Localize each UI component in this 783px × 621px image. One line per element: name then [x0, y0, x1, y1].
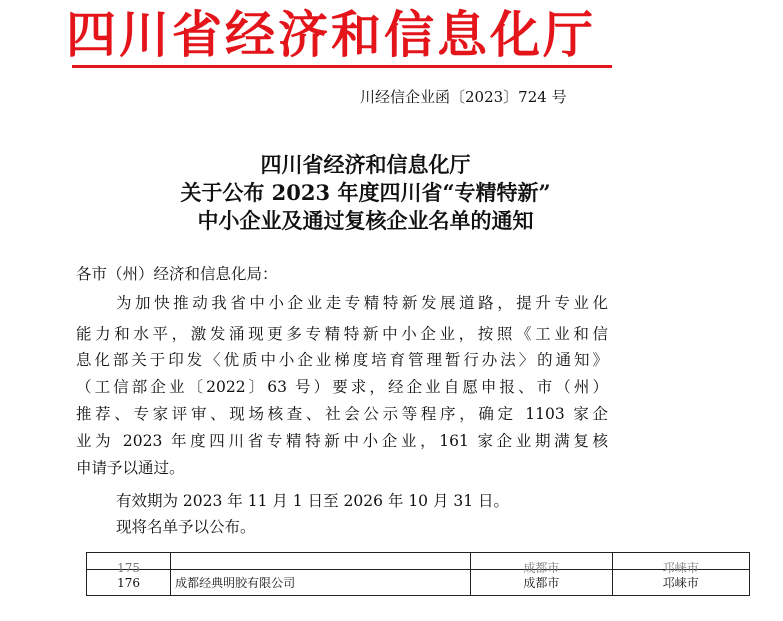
- row-number: 175: [117, 560, 140, 575]
- validity-period: 有效期为 2023 年 11 月 1 日至 2026 年 10 月 31 日。: [116, 492, 510, 510]
- district: 邛崃市: [662, 560, 699, 575]
- city-cell: [471, 553, 612, 575]
- row-number: 176: [87, 570, 171, 596]
- body-line-4: （工信部企业〔2022〕63 号）要求，经企业自愿申报、市（州）: [76, 378, 608, 396]
- title-line-2: 关于公布 2023 年度四川省“专精特新”: [180, 180, 551, 205]
- district: 邛崃市: [612, 570, 749, 596]
- salutation: 各市（州）经济和信息化局：: [76, 265, 278, 283]
- row-number-cell: [87, 553, 171, 575]
- title-line-1: 四川省经济和信息化厅: [260, 152, 471, 177]
- document-number: 川经信企业函〔2023〕724 号: [360, 88, 567, 106]
- announcement-line: 现将名单予以公布。: [116, 518, 256, 536]
- body-line-5: 推荐、专家评审、现场核查、社会公示等程序，确定 1103 家企: [76, 405, 608, 423]
- enterprise-name: 成都经典明胶有限公司: [171, 570, 471, 596]
- table-row: [87, 553, 750, 570]
- enterprise-name: [175, 557, 466, 566]
- body-line-6: 业为 2023 年度四川省专精特新中小企业，161 家企业期满复核: [76, 432, 608, 450]
- body-line-3: 息化部关于印发〈优质中小企业梯度培育管理暂行办法〉的通知》: [76, 351, 608, 369]
- title-line-3: 中小企业及通过复核企业名单的通知: [197, 208, 534, 233]
- district-cell: [612, 553, 749, 575]
- body-line-7: 申请予以通过。: [76, 459, 185, 477]
- city: 成都市: [471, 570, 612, 596]
- body-line-1: 为加快推动我省中小企业走专精特新发展道路，提升专业化: [116, 294, 608, 312]
- letterhead-title: 四川省经济和信息化厅: [66, 6, 596, 64]
- enterprise-list-table: [86, 553, 750, 596]
- letterhead-red-rule: [72, 65, 612, 68]
- body-line-2: 能力和水平，激发涌现更多专精特新中小企业，按照《工业和信: [76, 325, 608, 343]
- city: 成都市: [523, 560, 560, 575]
- table-row: [87, 570, 750, 596]
- enterprise-name-cell: [171, 553, 471, 570]
